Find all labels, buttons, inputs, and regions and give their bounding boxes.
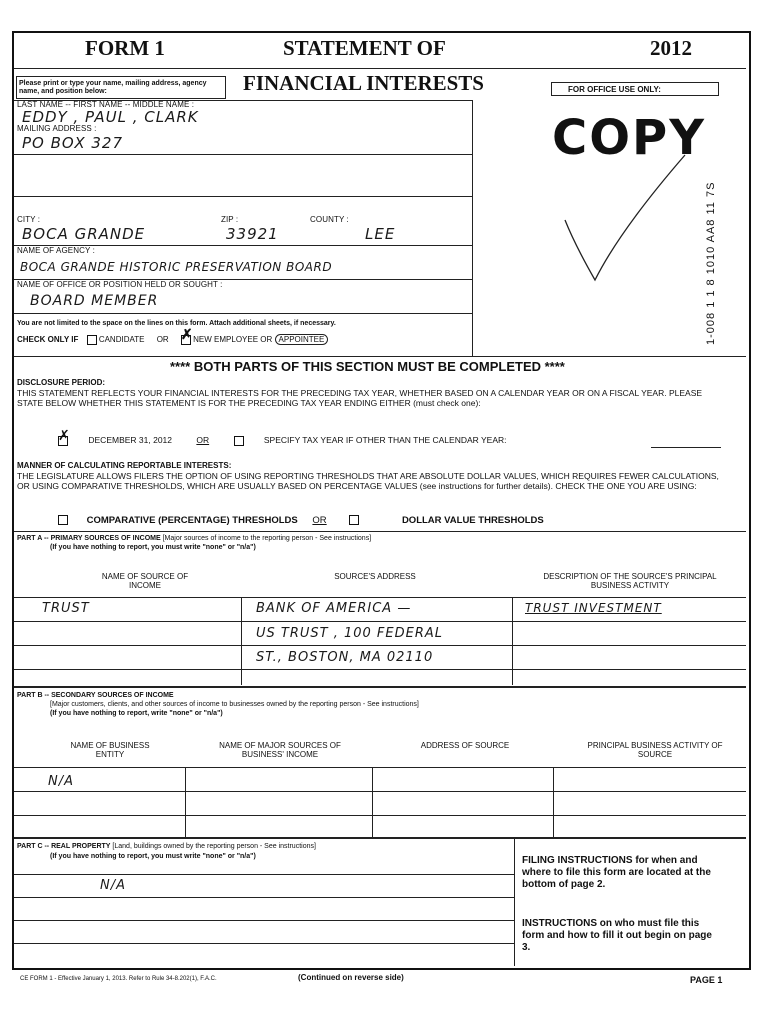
part-a-col1: NAME OF SOURCE OF INCOME [101, 572, 189, 590]
candidate-checkbox[interactable] [87, 335, 97, 345]
dollar-label: DOLLAR VALUE THRESHOLDS [401, 514, 544, 526]
disclosure-or: OR [196, 435, 210, 446]
part-c-note: [Land, buildings owned by the reporting person - See instructions] [112, 843, 316, 850]
manner-text: THE LEGISLATURE ALLOWS FILERS THE OPTION OF USING REPORTING THRESHOLDS THAT ARE ABSOLUTE DOLLAR VALUES, WHICH REQUIRES FEWER CALCULATIONS, OR USING COMPARATIVE THRESHOLDS, WHICH ARE USUALLY BASED ON PERCENTAGE VALUES (see instructions for further details). CHECK THE ONE YOU ARE USING: [17, 471, 719, 491]
part-a-col3: DESCRIPTION OF THE SOURCE'S PRINCIPAL BUSINESS ACTIVITY [543, 572, 717, 590]
title-line1: STATEMENT OF [283, 36, 446, 60]
office-label: NAME OF OFFICE OR POSITION HELD OR SOUGHT : [17, 280, 223, 289]
x-mark-icon: ✗ [58, 427, 70, 443]
part-c-instr: (If you have nothing to report, you must write "none" or "n/a") [50, 853, 256, 860]
part-b-col1: NAME OF BUSINESS ENTITY [70, 741, 150, 759]
name-value[interactable]: EDDY , PAUL , CLARK [22, 108, 199, 126]
disclosure-text: THIS STATEMENT REFLECTS YOUR FINANCIAL INTERESTS FOR THE PRECEDING TAX YEAR, WHETHER BASED ON A CALENDAR YEAR OR ON A FISCAL YEAR. PLEASE STATE BELOW WHETHER THIS STATEMENT IS FOR THE PRECEDING TAX YEAR ENDING EITHER (must check one): [17, 388, 703, 408]
dec31-label: DECEMBER 31, 2012 [88, 435, 172, 446]
part-c-r1[interactable]: N/A [100, 878, 126, 893]
filing-instructions-2: INSTRUCTIONS on who must file this form and how to fill it out begin on page 3. [522, 918, 712, 953]
part-a-r2-address[interactable]: US TRUST , 100 FEDERAL [256, 626, 444, 641]
city-label: CITY : [17, 215, 41, 224]
dollar-checkbox[interactable] [349, 515, 359, 525]
received-code: 1-008 1 1 8 1010 AA8 11 7S [705, 181, 717, 345]
or-label: OR [156, 335, 169, 345]
city-value[interactable]: BOCA GRANDE [22, 225, 146, 243]
dec31-checkbox[interactable] [58, 427, 70, 446]
comparative-checkbox[interactable] [58, 515, 68, 525]
title-line2: FINANCIAL INTERESTS [243, 71, 484, 95]
manner-heading: MANNER OF CALCULATING REPORTABLE INTERESTS: [17, 461, 232, 470]
new-employee-label: NEW EMPLOYEE OR [193, 335, 273, 345]
print-note: Please print or type your name, mailing address, agency name, and position below: [19, 80, 207, 95]
disclosure-heading: DISCLOSURE PERIOD: [17, 378, 106, 387]
part-c-heading: PART C -- REAL PROPERTY [17, 843, 111, 850]
office-value[interactable]: BOARD MEMBER [30, 293, 159, 309]
part-a-note: [Major sources of income to the reporting person - See instructions] [162, 535, 372, 542]
copy-stamp: COPY [552, 110, 706, 166]
comparative-label: COMPARATIVE (PERCENTAGE) THRESHOLDS [86, 514, 298, 526]
part-a-instr: (If you have nothing to report, you must write "none" or "n/a") [50, 544, 256, 551]
disclosure-choice-row [58, 427, 507, 446]
part-c-heading-row [17, 843, 316, 851]
office-use-box: FOR OFFICE USE ONLY: [551, 82, 719, 96]
check-only-label: CHECK ONLY IF [17, 335, 79, 345]
agency-value[interactable]: BOCA GRANDE HISTORIC PRESERVATION BOARD [20, 260, 333, 274]
specify-label: SPECIFY TAX YEAR IF OTHER THAN THE CALENDAR YEAR: [263, 435, 507, 446]
part-a-r3-address[interactable]: ST., BOSTON, MA 02110 [256, 650, 434, 665]
agency-label: NAME OF AGENCY : [17, 246, 95, 255]
footer-page: PAGE 1 [690, 975, 723, 985]
x-mark-icon: ✗ [180, 326, 193, 342]
new-employee-checkbox[interactable] [180, 326, 193, 345]
part-a-col2: SOURCE'S ADDRESS [334, 572, 416, 581]
part-a-r1-description[interactable]: TRUST INVESTMENT [525, 601, 662, 615]
part-b-heading: PART B -- SECONDARY SOURCES OF INCOME [17, 692, 174, 699]
candidate-label: CANDIDATE [98, 335, 145, 345]
checkmark [560, 150, 690, 290]
mailing-value[interactable]: PO BOX 327 [22, 134, 123, 152]
part-b-col2: NAME OF MAJOR SOURCES OF BUSINESS' INCOME [219, 741, 341, 759]
part-a-r1-source[interactable]: TRUST [42, 601, 90, 616]
part-a-heading: PART A -- PRIMARY SOURCES OF INCOME [17, 535, 161, 542]
filing-instructions-1: FILING INSTRUCTIONS for when and where to file this form are located at the bottom of page 2. [522, 855, 711, 890]
part-b-r1-entity[interactable]: N/A [48, 774, 74, 789]
county-value[interactable]: LEE [365, 225, 396, 243]
both-parts-banner: **** BOTH PARTS OF THIS SECTION MUST BE COMPLETED **** [170, 359, 565, 374]
part-b-note: [Major customers, clients, and other sources of income to businesses owned by the reporting person - See instructions] [50, 701, 419, 708]
part-b-col3: ADDRESS OF SOURCE [420, 741, 510, 750]
manner-choice-row [58, 515, 544, 525]
appointee-label: APPOINTEE [275, 334, 329, 345]
form-year: 2012 [650, 36, 692, 60]
footer-form-ref: CE FORM 1 - Effective January 1, 2013. Refer to Rule 34-8.202(1), F.A.C. [20, 976, 217, 982]
footer-continued: (Continued on reverse side) [298, 973, 404, 982]
part-a-heading-row [17, 535, 371, 543]
manner-or: OR [312, 514, 327, 526]
specify-checkbox[interactable] [234, 436, 244, 446]
part-b-instr: (If you have nothing to report, write "none" or "n/a") [50, 710, 223, 717]
zip-label: ZIP : [221, 215, 239, 224]
name-label: LAST NAME -- FIRST NAME -- MIDDLE NAME : [17, 100, 195, 109]
part-a-r1-address[interactable]: BANK OF AMERICA — [256, 601, 412, 616]
zip-value[interactable]: 33921 [226, 225, 279, 243]
mailing-label: MAILING ADDRESS : [17, 124, 97, 133]
space-note: You are not limited to the space on the lines on this form. Attach additional sheets, if necessary. [17, 320, 336, 327]
form-number: FORM 1 [85, 36, 165, 60]
county-label: COUNTY : [310, 215, 349, 224]
part-b-col4: PRINCIPAL BUSINESS ACTIVITY OF SOURCE [587, 741, 723, 759]
check-only-row [17, 326, 328, 345]
